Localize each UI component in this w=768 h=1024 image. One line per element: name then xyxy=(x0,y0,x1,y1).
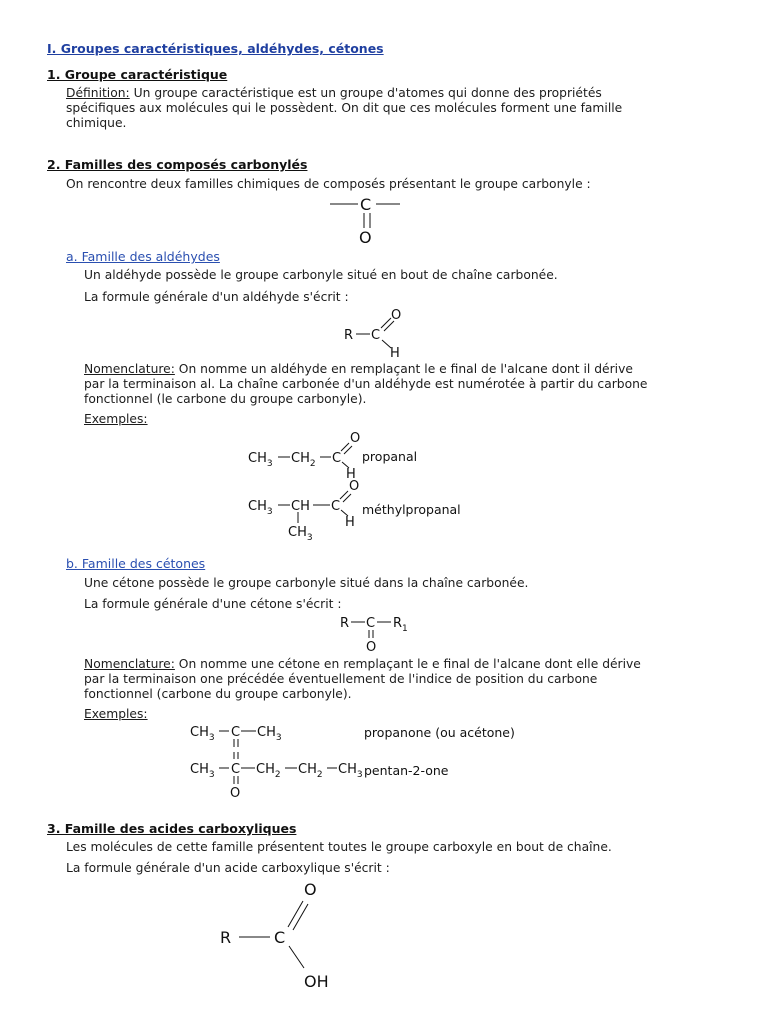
ch-group: CH xyxy=(291,499,310,514)
definition-text-1: Un groupe caractéristique est un groupe d'atomes qui donne des propriétés xyxy=(129,86,602,100)
ketone-nomenclature-label: Nomenclature: xyxy=(84,657,175,671)
subsection-b-heading: b. Famille des cétones xyxy=(66,556,206,571)
hydroxyl-group: OH xyxy=(304,972,329,991)
aldehyde-general-formula xyxy=(344,308,401,361)
oxygen-atom: O xyxy=(359,228,372,247)
ch3-group: $CH_3$ xyxy=(338,762,363,780)
aldehyde-nomenclature-label: Nomenclature: xyxy=(84,362,175,376)
bond xyxy=(289,946,304,968)
r1-group: $R_1$ xyxy=(393,616,408,634)
acid-line-2: La formule générale d'un acide carboxylique s'écrit : xyxy=(66,861,390,875)
pentan-2-one-structure xyxy=(190,752,449,801)
oxygen-atom: O xyxy=(366,640,377,655)
double-bond-line xyxy=(288,901,303,927)
section-2-heading: 2. Familles des composés carbonylés xyxy=(47,157,308,172)
ch3-group: $CH_3$ xyxy=(248,499,273,517)
carbon-atom: C xyxy=(331,499,341,514)
acid-line-1: Les molécules de cette famille présentent toutes le groupe carboxyle en bout de chaîne. xyxy=(66,840,612,854)
hydrogen-atom: H xyxy=(345,515,355,530)
r-group: R xyxy=(344,328,354,343)
carbon-atom: C xyxy=(332,451,342,466)
hydrogen-atom: H xyxy=(390,346,400,361)
carbon-atom: C xyxy=(366,616,376,631)
page-title: I. Groupes caractéristiques, aldéhydes, cétones xyxy=(47,41,384,56)
section-3-heading: 3. Famille des acides carboxyliques xyxy=(47,821,297,836)
aldehyde-nomenclature-line-3: fonctionnel (le carbone du groupe carbonyle). xyxy=(84,392,367,406)
ketone-line-1: Une cétone possède le groupe carbonyle situé dans la chaîne carbonée. xyxy=(84,576,529,590)
propanone-label: propanone (ou acétone) xyxy=(364,725,515,740)
ketone-nomenclature-line-3: fonctionnel (carbone du groupe carbonyle). xyxy=(84,687,352,701)
oxygen-atom: O xyxy=(230,786,241,801)
ch3-group: $CH_3$ xyxy=(257,725,282,743)
aldehyde-line-2: La formule générale d'un aldéhyde s'écrit : xyxy=(84,290,349,304)
section-2-intro: On rencontre deux familles chimiques de composés présentant le groupe carbonyle : xyxy=(66,177,591,191)
carbon-atom: C xyxy=(274,928,286,947)
subsection-a-heading: a. Famille des aldéhydes xyxy=(66,249,220,264)
propanal-structure xyxy=(248,431,417,482)
ch3-group: $CH_3$ xyxy=(288,525,313,543)
double-bond-line xyxy=(381,318,391,328)
oxygen-atom: O xyxy=(304,880,317,899)
methylpropanal-label: méthylpropanal xyxy=(362,502,461,517)
carbon-atom: C xyxy=(371,328,381,343)
ch2-group: $CH_2$ xyxy=(291,451,316,469)
ch2-group: $CH_2$ xyxy=(298,762,323,780)
propanone-structure xyxy=(190,725,515,747)
ch2-group: $CH_2$ xyxy=(256,762,281,780)
hydrogen-atom: H xyxy=(346,467,356,482)
ch3-group: $CH_3$ xyxy=(190,762,215,780)
definition-line-3: chimique. xyxy=(66,116,127,130)
carbon-atom: C xyxy=(231,725,241,740)
double-bond-line xyxy=(293,904,308,930)
definition-line-2: spécifiques aux molécules qui le possèdent. On dit que ces molécules forment une famille xyxy=(66,101,623,115)
ketone-general-formula xyxy=(340,616,408,655)
carboxylic-acid-general-formula xyxy=(220,880,329,991)
methylpropanal-structure xyxy=(248,479,461,543)
propanal-label: propanal xyxy=(362,449,418,464)
aldehyde-nomenclature-line-2: par la terminaison al. La chaîne carbonée d'un aldéhyde est numérotée à partir du carbone xyxy=(84,377,648,391)
oxygen-atom: O xyxy=(350,431,361,446)
r-group: R xyxy=(340,616,350,631)
oxygen-atom: O xyxy=(349,479,360,494)
carbon-atom: C xyxy=(231,762,241,777)
ketone-line-2: La formule générale d'une cétone s'écrit : xyxy=(84,597,342,611)
aldehyde-nomenclature-text-1: On nomme un aldéhyde en remplaçant le e final de l'alcane dont il dérive xyxy=(174,362,633,376)
ketone-nomenclature-text-1: On nomme une cétone en remplaçant le e final de l'alcane dont elle dérive xyxy=(174,657,641,671)
pentan-2-one-label: pentan-2-one xyxy=(364,763,449,778)
aldehyde-line-1: Un aldéhyde possède le groupe carbonyle situé en bout de chaîne carbonée. xyxy=(84,268,558,282)
aldehyde-examples-label: Exemples: xyxy=(84,412,148,426)
section-1-heading: 1. Groupe caractéristique xyxy=(47,67,228,82)
carbonyl-group-structure xyxy=(330,195,400,247)
r-group: R xyxy=(220,928,232,947)
ch3-group: $CH_3$ xyxy=(190,725,215,743)
ketone-examples-label: Exemples: xyxy=(84,707,148,721)
carbon-atom: C xyxy=(360,195,372,214)
definition-label: Définition: xyxy=(66,86,130,100)
ketone-nomenclature-line-2: par la terminaison one précédée éventuellement de l'indice de position du carbone xyxy=(84,672,598,686)
ch3-group: $CH_3$ xyxy=(248,451,273,469)
oxygen-atom: O xyxy=(391,308,402,323)
